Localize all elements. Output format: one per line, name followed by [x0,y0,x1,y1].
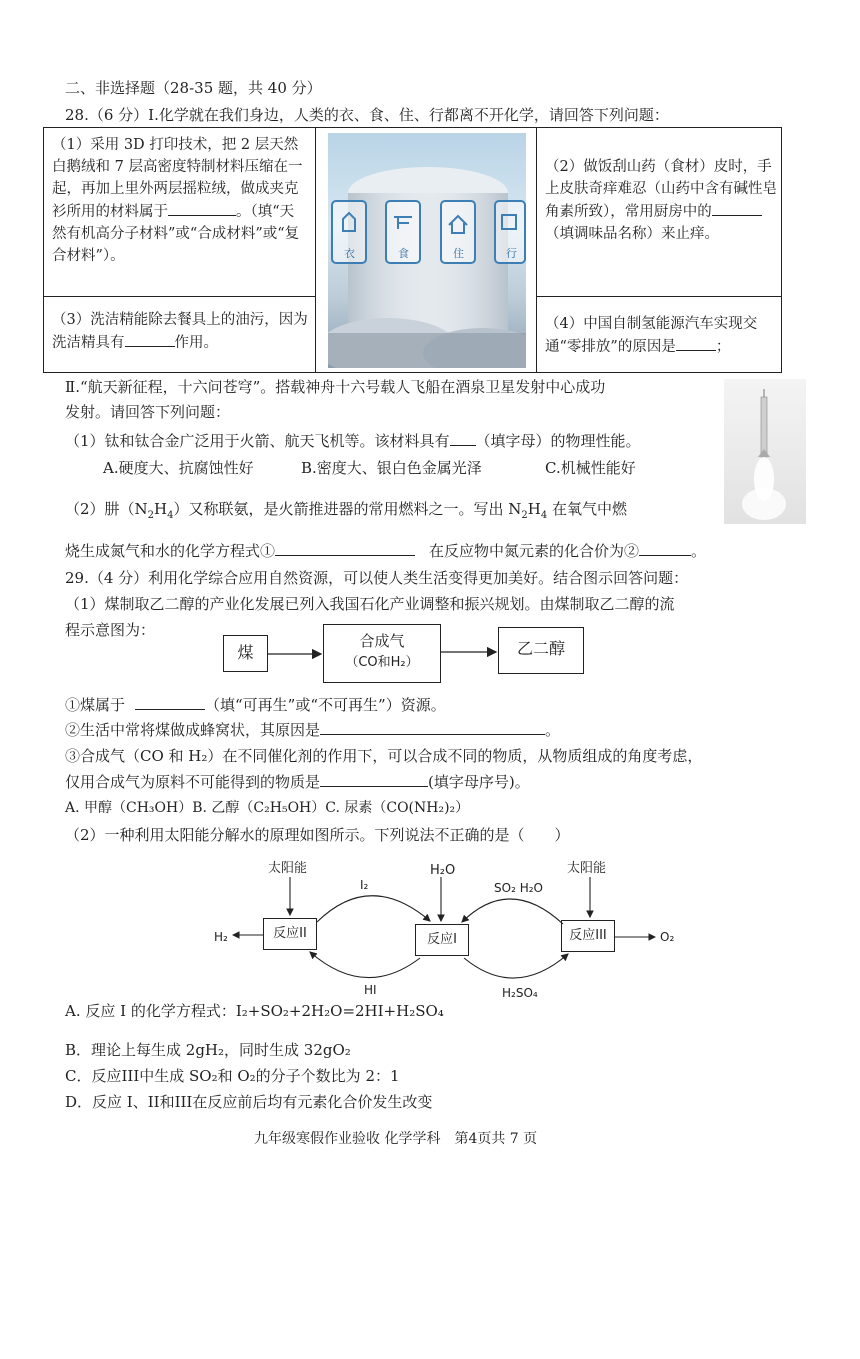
q28-part2-q2-l2-text-c: 。 [691,542,707,560]
q28-part2-q1-text-b: （填字母）的物理性能。 [475,432,641,450]
q29-s3-text-b: (填字母序号)。 [428,773,530,791]
q28-intro: 28.（6 分）Ⅰ.化学就在我们身边，人类的衣、食、住、行都离不开化学，请回答下列问题： [65,106,669,124]
q28-cell4-text-b: ； [715,339,731,355]
diagram-sun-right: 太阳能 [567,861,607,876]
q29-option-a-text: A. 反应 I 的化学方程式： [65,1002,236,1020]
q29-intro: 29.（4 分）利用化学综合应用自然资源，可以使人类生活变得更加美好。结合图示回答问题： [65,569,689,587]
q29-s3-text-a: 仅用合成气为原料不可能得到的物质是 [65,773,321,791]
section-title: 二、非选择题（28-35 题，共 40 分） [65,79,322,97]
q28-part2-q1-text: （1）钛和钛合金广泛用于火箭、航天飞机等。该材料具有 [65,432,450,450]
q28-part2-option-b: B.密度大、银白色金属光泽 [301,459,482,477]
q29-s1-text-b: （填“可再生”或“不可再生”）资源。 [205,696,446,714]
q28-part2-q2-text-b: ）又称联氨，是火箭推进器的常用燃料之一。写出 N [173,500,522,518]
photo-label-travel: 行 [506,247,517,260]
q29-q2: （2）一种利用太阳能分解水的原理如图所示。下列说法不正确的是（ ） [65,826,570,844]
q29-s2-text-a: ②生活中常将煤做成蜂窝状，其原因是 [65,721,321,739]
diagram-so2-h2o: SO₂ H₂O [494,881,543,895]
q28-part2-line2: 发射。请回答下列问题： [65,403,231,421]
diagram-sun-left: 太阳能 [268,861,308,876]
photo-label-clothing: 衣 [344,247,355,260]
q28-part2-q2-text-a: （2）肼（N [65,500,148,518]
q28-part2-option-c: C.机械性能好 [545,459,636,477]
q28-cell3-text-a: （3）洗洁精能除去餐具上的油污，因为洗洁精具有 [52,312,308,351]
diagram-h2so4: H₂SO₄ [502,986,538,1000]
diagram-h2o-top: H₂O [430,863,456,878]
diagram-reaction-2: 反应II [263,918,317,950]
q28-cell4-text-a: （4）中国自制氢能源汽车实现交通“零排放”的原因是 [545,316,758,355]
diagram-o2-out: O₂ [660,930,675,944]
q28-part2-option-a: A.硬度大、抗腐蚀性好 [103,459,254,477]
q29-option-c: C．反应III中生成 SO₂和 O₂的分子个数比为 2：1 [65,1067,400,1085]
q28-part2-q2: （2）肼$(N_2H_4)$又称联氨，是火箭推进器的常用燃料之一。写出 $N_2H_4$ 在氧气中燃 [65,500,628,521]
q28-part2-q2-l2-text-b: 在反应物中氮元素的化合价为② [429,542,640,560]
q28-cell3-text-b: 作用。 [174,335,218,351]
diagram-i2: I₂ [360,878,369,892]
q29-option-a [65,1000,444,1022]
q29-option-d: D．反应 I、II和III在反应前后均有元素化合价发生改变 [65,1093,433,1111]
q29-q1-line2: 程示意图为： [65,621,156,639]
q29-option-a-equation: I₂+SO₂+2H₂O=2HI+H₂SO₄ [235,1002,444,1020]
flow-box-coal: 煤 [223,635,268,672]
q29-s2-text-b: 。 [545,721,561,739]
q29-q1-line1: （1）煤制取乙二醇的产业化发展已列入我国石化产业调整和振兴规划。由煤制取乙二醇的流 [65,595,675,613]
photo-label-food: 食 [398,247,409,260]
q28-cell1-text-a: （1）采用 3D 打印技术，把 2 层天然白鹅绒和 7 层高密度特制材料压缩在一起，再加上里外两层摇粒绒，做成夹克衫所用的材料属于 [52,137,303,220]
flow-box-glycol: 乙二醇 [498,627,584,674]
photo-label-housing: 住 [453,247,464,260]
flow-syngas-label: 合成气 [359,632,405,650]
q29-s3-options: A. 甲醇（CH₃OH）B. 乙醇（C₂H₅OH）C. 尿素（CO(NH₂)₂） [65,800,470,816]
q28-cell2-text-b: （填调味品名称）来止痒。 [545,226,719,242]
q29-s1-text-a: ①煤属于 [65,696,126,714]
q29-option-b: B．理论上每生成 2gH₂，同时生成 32gO₂ [65,1041,351,1059]
q28-part2-line1: Ⅱ.“航天新征程，十六问苍穹”。搭载神舟十六号载人飞船在酒泉卫星发射中心成功 [65,378,606,396]
q28-part2-q2-l2-text-a: 烧生成氮气和水的化学方程式① [65,542,276,560]
q28-cell1-text-b: 。（填“天然有机高分子材料”或“合成材料”或“复合材料”）。 [52,204,300,264]
diagram-reaction-3: 反应III [561,920,615,952]
diagram-hi: HI [364,983,377,997]
q28-part2-q2-text-c: 在氧气中燃 [547,500,628,518]
page-footer: 九年级寒假作业验收 化学学科 第4页共 7 页 [254,1131,538,1147]
q28-cell2-text-a: （2）做饭刮山药（食材）皮时，手上皮肤奇痒难忍（山药中含有碱性皂角素所致），常用厨房中的 [545,159,777,220]
diagram-reaction-1: 反应I [415,924,469,956]
diagram-h2-out: H₂ [214,930,228,944]
flow-syngas-formula: （CO和H₂） [345,655,419,670]
q29-s3-line1: ③合成气（CO 和 H₂）在不同催化剂的作用下，可以合成不同的物质，从物质组成的角度考虑， [65,747,703,765]
